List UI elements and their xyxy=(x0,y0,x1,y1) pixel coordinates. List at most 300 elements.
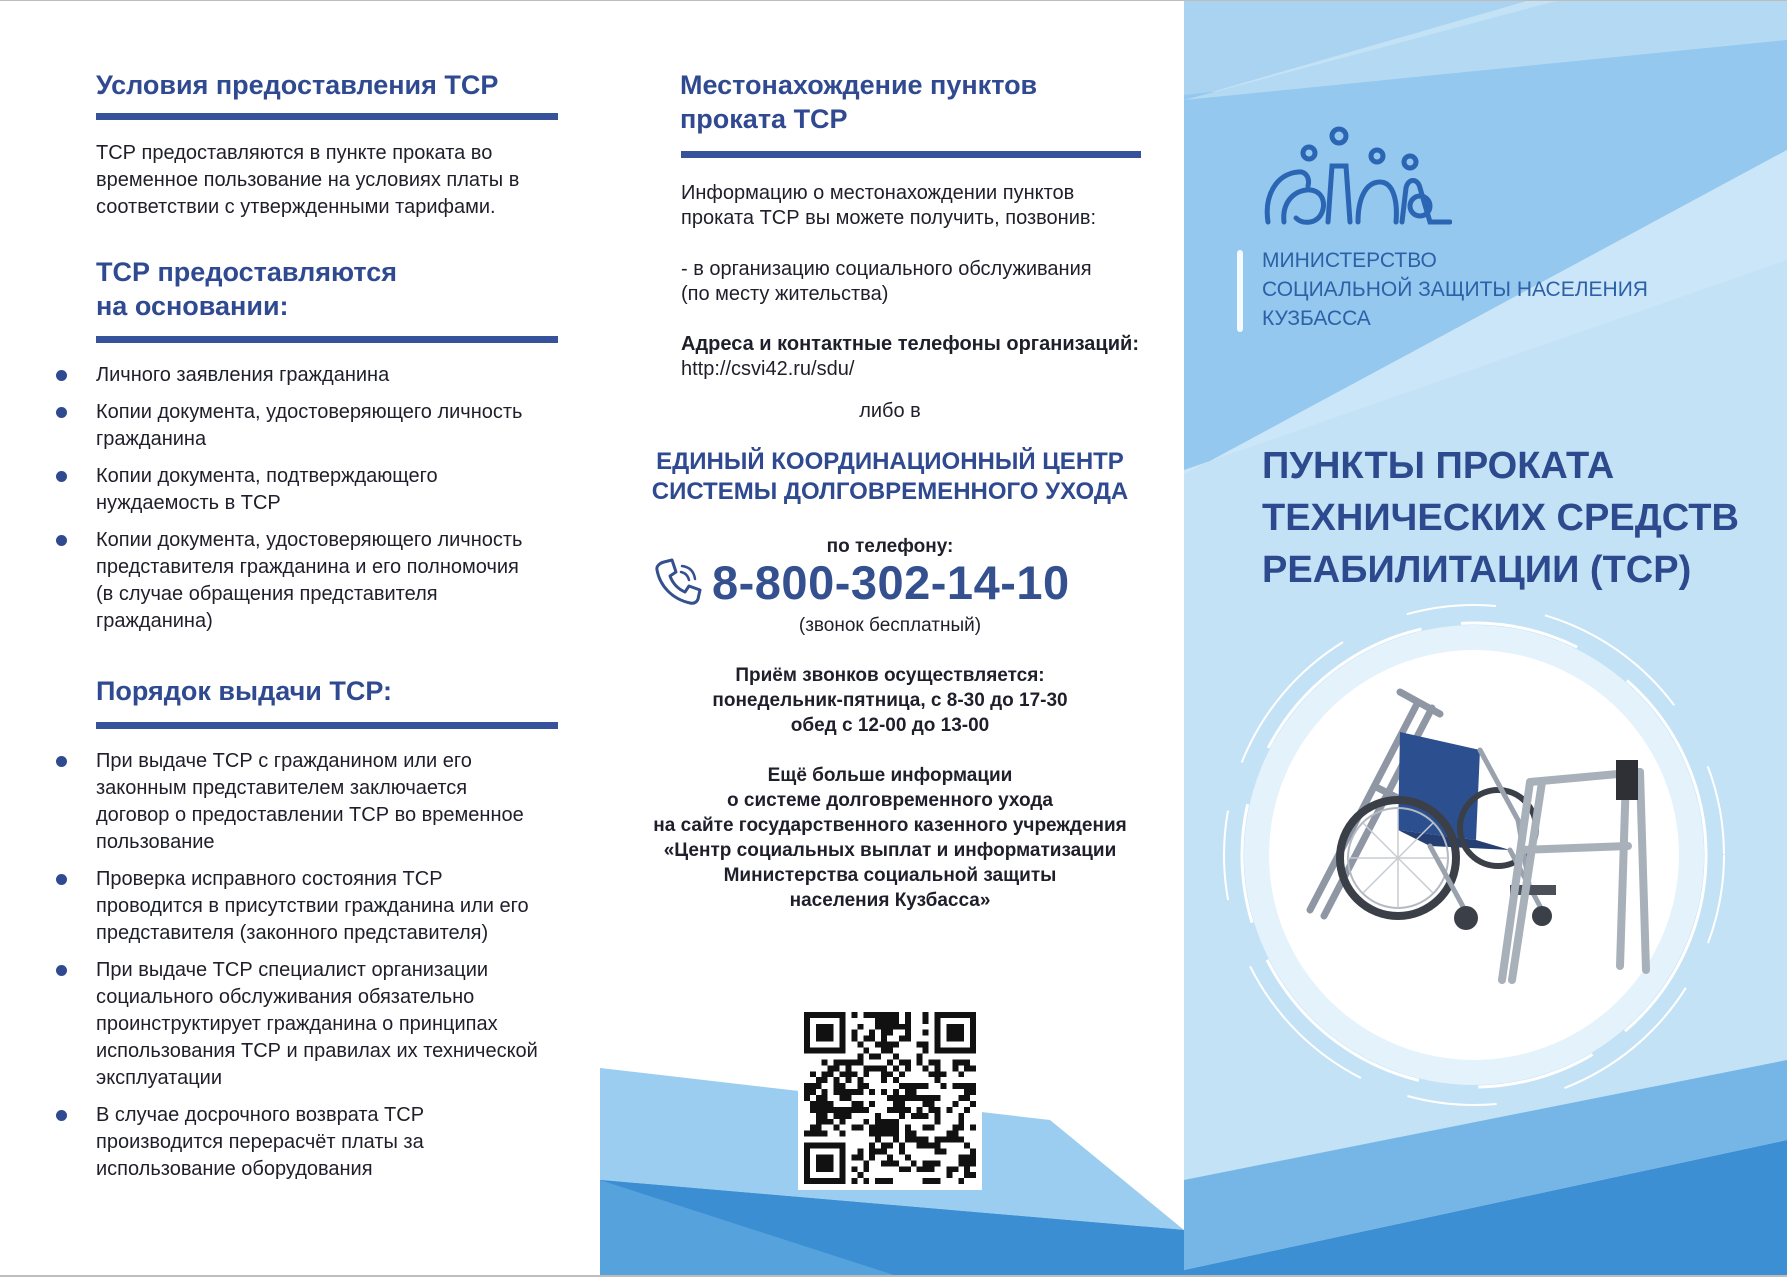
qr-module xyxy=(857,1053,863,1059)
qr-module xyxy=(804,1131,810,1137)
qr-module xyxy=(804,1036,810,1042)
qr-module xyxy=(863,1012,869,1018)
phone-number[interactable]: 8-800-302-14-10 xyxy=(712,556,1070,609)
qr-module xyxy=(887,1143,893,1149)
qr-module xyxy=(810,1101,816,1107)
qr-module xyxy=(935,1048,941,1054)
qr-module xyxy=(822,1077,828,1083)
title-line: ПУНКТЫ ПРОКАТА xyxy=(1262,445,1615,487)
qr-module xyxy=(964,1107,970,1113)
qr-module xyxy=(917,1083,923,1089)
bullet-dot xyxy=(56,1110,67,1121)
qr-module xyxy=(970,1154,976,1160)
qr-module xyxy=(899,1036,905,1042)
qr-module xyxy=(881,1030,887,1036)
item-line: представителя гражданина и его полномочия xyxy=(96,556,519,578)
qr-module xyxy=(911,1095,917,1101)
qr-module xyxy=(964,1160,970,1166)
qr-module xyxy=(935,1071,941,1077)
qr-module xyxy=(905,1137,911,1143)
qr-module xyxy=(917,1143,923,1149)
qr-module xyxy=(952,1131,958,1137)
qr-module xyxy=(970,1036,976,1042)
qr-module xyxy=(899,1143,905,1149)
address-link[interactable]: http://csvi42.ru/sdu/ xyxy=(681,358,855,380)
qr-module xyxy=(840,1148,846,1154)
qr-module xyxy=(822,1012,828,1018)
qr-module xyxy=(893,1024,899,1030)
qr-module xyxy=(828,1160,834,1166)
qr-module xyxy=(828,1048,834,1054)
qr-module xyxy=(905,1166,911,1172)
qr-module xyxy=(935,1107,941,1113)
qr-module xyxy=(887,1048,893,1054)
qr-module xyxy=(857,1107,863,1113)
qr-module xyxy=(958,1137,964,1143)
qr-module xyxy=(887,1059,893,1065)
text-line: о системе долговременного ухода xyxy=(727,790,1053,811)
location-org xyxy=(681,257,1151,307)
qr-module xyxy=(851,1107,857,1113)
qr-module xyxy=(923,1101,929,1107)
qr-module xyxy=(917,1053,923,1059)
qr-module xyxy=(887,1012,893,1018)
qr-module xyxy=(893,1053,899,1059)
qr-module xyxy=(964,1065,970,1071)
qr-module xyxy=(905,1107,911,1113)
qr-module xyxy=(857,1024,863,1030)
qr-module xyxy=(935,1024,941,1030)
qr-module xyxy=(822,1036,828,1042)
qr-module xyxy=(816,1024,822,1030)
qr-module xyxy=(840,1143,846,1149)
qr-module xyxy=(863,1048,869,1054)
qr-module xyxy=(851,1071,857,1077)
qr-module xyxy=(905,1059,911,1065)
qr-module xyxy=(964,1012,970,1018)
item-line: При выдаче ТСР специалист организации xyxy=(96,959,489,981)
qr-module xyxy=(822,1095,828,1101)
qr-module xyxy=(869,1089,875,1095)
qr-module xyxy=(911,1113,917,1119)
qr-module xyxy=(958,1059,964,1065)
qr-module xyxy=(899,1059,905,1065)
qr-module xyxy=(834,1077,840,1083)
qr-module xyxy=(923,1065,929,1071)
qr-module xyxy=(923,1095,929,1101)
qr-module xyxy=(952,1024,958,1030)
qr-module xyxy=(911,1160,917,1166)
qr-module xyxy=(822,1154,828,1160)
qr-module xyxy=(875,1018,881,1024)
qr-module xyxy=(834,1089,840,1095)
qr-module xyxy=(952,1083,958,1089)
qr-module xyxy=(905,1131,911,1137)
qr-module xyxy=(923,1160,929,1166)
qr-module xyxy=(881,1131,887,1137)
text-line: ТСР предоставляются в пункте проката во xyxy=(96,142,493,164)
qr-module xyxy=(840,1172,846,1178)
qr-module xyxy=(822,1030,828,1036)
qr-module xyxy=(940,1137,946,1143)
qr-module xyxy=(899,1148,905,1154)
qr-module xyxy=(923,1125,929,1131)
qr-module xyxy=(834,1048,840,1054)
qr-module xyxy=(816,1077,822,1083)
qr-module xyxy=(834,1065,840,1071)
call-hours xyxy=(640,663,1140,738)
item-line: Проверка исправного состояния ТСР xyxy=(96,868,443,890)
qr-module xyxy=(958,1113,964,1119)
qr-module xyxy=(863,1071,869,1077)
qr-module xyxy=(935,1143,941,1149)
qr-module xyxy=(964,1089,970,1095)
qr-module xyxy=(970,1030,976,1036)
qr-module xyxy=(964,1166,970,1172)
qr-module xyxy=(917,1095,923,1101)
bullet-dot xyxy=(56,471,67,482)
qr-module xyxy=(923,1166,929,1172)
qr-module xyxy=(893,1137,899,1143)
qr-module xyxy=(840,1178,846,1184)
qr-module xyxy=(857,1089,863,1095)
qr-module xyxy=(869,1012,875,1018)
qr-module xyxy=(964,1095,970,1101)
list-item xyxy=(96,866,582,947)
location-rule xyxy=(681,151,1141,158)
item-line: Копии документа, подтверждающего xyxy=(96,465,438,487)
item-line: проинструктирует гражданина о принципах xyxy=(96,1013,498,1035)
qr-module xyxy=(935,1178,941,1184)
item-line: гражданина xyxy=(96,428,207,450)
text-line: Министерства социальной защиты xyxy=(723,865,1057,886)
qr-module xyxy=(923,1018,929,1024)
qr-module xyxy=(810,1125,816,1131)
qr-module xyxy=(816,1012,822,1018)
qr-module xyxy=(840,1036,846,1042)
qr-module xyxy=(816,1095,822,1101)
qr-module xyxy=(923,1083,929,1089)
qr-module xyxy=(810,1107,816,1113)
list-item xyxy=(96,399,576,453)
qr-module xyxy=(804,1095,810,1101)
qr-module xyxy=(845,1059,851,1065)
item-line: нуждаемость в ТСР xyxy=(96,492,281,514)
qr-module xyxy=(917,1059,923,1065)
qr-module xyxy=(946,1107,952,1113)
qr-module xyxy=(869,1065,875,1071)
qr-module xyxy=(899,1101,905,1107)
qr-module xyxy=(887,1119,893,1125)
qr-module xyxy=(810,1178,816,1184)
qr-module xyxy=(840,1131,846,1137)
phone-icon xyxy=(652,556,704,608)
qr-code[interactable] xyxy=(798,1006,982,1190)
qr-module xyxy=(845,1095,851,1101)
qr-module xyxy=(917,1042,923,1048)
qr-module xyxy=(869,1036,875,1042)
qr-module xyxy=(952,1166,958,1172)
qr-module xyxy=(840,1059,846,1065)
text-line: временное пользование на условиях платы в xyxy=(96,169,520,191)
address-label: Адреса и контактные телефоны организаций: xyxy=(681,333,1139,355)
qr-module xyxy=(840,1089,846,1095)
qr-module xyxy=(816,1030,822,1036)
qr-module xyxy=(869,1125,875,1131)
qr-module xyxy=(887,1160,893,1166)
qr-module xyxy=(887,1178,893,1184)
qr-module xyxy=(958,1178,964,1184)
qr-module xyxy=(881,1089,887,1095)
ministry-line: МИНИСТЕРСТВО xyxy=(1262,249,1437,272)
qr-module xyxy=(929,1101,935,1107)
qr-module xyxy=(816,1113,822,1119)
bullet-dot xyxy=(56,874,67,885)
qr-module xyxy=(863,1065,869,1071)
qr-module xyxy=(816,1119,822,1125)
qr-module xyxy=(822,1178,828,1184)
qr-module xyxy=(857,1083,863,1089)
qr-module xyxy=(875,1012,881,1018)
qr-module xyxy=(935,1148,941,1154)
ministry-logo-icon xyxy=(1262,126,1452,230)
qr-module xyxy=(935,1042,941,1048)
section-conditions-rule xyxy=(96,113,558,120)
qr-module xyxy=(970,1148,976,1154)
qr-module xyxy=(810,1131,816,1137)
qr-module xyxy=(964,1083,970,1089)
qr-module xyxy=(851,1089,857,1095)
qr-module xyxy=(857,1077,863,1083)
qr-module xyxy=(875,1131,881,1137)
qr-module xyxy=(899,1166,905,1172)
qr-module xyxy=(869,1131,875,1137)
qr-module xyxy=(917,1137,923,1143)
qr-module xyxy=(952,1012,958,1018)
qr-module xyxy=(881,1119,887,1125)
text-line: «Центр социальных выплат и информатизации xyxy=(663,840,1117,861)
qr-module xyxy=(923,1012,929,1018)
item-line: Личного заявления гражданина xyxy=(96,364,390,386)
list-item xyxy=(96,463,576,517)
qr-module xyxy=(881,1036,887,1042)
bullet-dot xyxy=(56,407,67,418)
qr-module xyxy=(940,1083,946,1089)
location-intro xyxy=(681,181,1151,231)
qr-module xyxy=(887,1030,893,1036)
qr-module xyxy=(816,1101,822,1107)
section-conditions-text xyxy=(96,140,566,221)
qr-module xyxy=(893,1089,899,1095)
qr-module xyxy=(893,1077,899,1083)
item-line: При выдаче ТСР с гражданином или его xyxy=(96,750,472,772)
text-line: обед с 12-00 до 13-00 xyxy=(790,715,990,736)
ministry-accent-bar xyxy=(1237,250,1243,332)
qr-module xyxy=(970,1042,976,1048)
qr-module xyxy=(816,1107,822,1113)
qr-module xyxy=(828,1143,834,1149)
qr-module xyxy=(952,1030,958,1036)
qr-module xyxy=(935,1095,941,1101)
qr-module xyxy=(881,1178,887,1184)
qr-module xyxy=(887,1042,893,1048)
text-line: проката ТСР вы можете получить, позвонив: xyxy=(681,207,1097,229)
qr-module xyxy=(851,1012,857,1018)
qr-module xyxy=(899,1083,905,1089)
qr-module xyxy=(935,1119,941,1125)
qr-module xyxy=(893,1018,899,1024)
qr-module xyxy=(834,1113,840,1119)
qr-module xyxy=(851,1101,857,1107)
qr-module xyxy=(840,1030,846,1036)
qr-module xyxy=(840,1095,846,1101)
qr-module xyxy=(816,1083,822,1089)
qr-module xyxy=(840,1113,846,1119)
qr-module xyxy=(863,1166,869,1172)
text-line: населения Кузбасса» xyxy=(789,890,991,911)
qr-module xyxy=(923,1113,929,1119)
qr-module xyxy=(828,1071,834,1077)
qr-module xyxy=(899,1095,905,1101)
qr-module xyxy=(970,1089,976,1095)
section-basis-rule xyxy=(96,336,558,343)
item-line: законным представителем заключается xyxy=(96,777,468,799)
text-line: Информацию о местонахождении пунктов xyxy=(681,182,1075,204)
qr-module xyxy=(952,1065,958,1071)
qr-module xyxy=(946,1131,952,1137)
qr-module xyxy=(804,1166,810,1172)
qr-module xyxy=(822,1059,828,1065)
location-heading xyxy=(680,68,1037,136)
qr-module xyxy=(881,1048,887,1054)
qr-module xyxy=(863,1160,869,1166)
qr-module xyxy=(804,1160,810,1166)
qr-module xyxy=(911,1131,917,1137)
qr-module xyxy=(863,1036,869,1042)
heading-line: на основании: xyxy=(96,291,289,321)
qr-module xyxy=(828,1012,834,1018)
qr-module xyxy=(887,1018,893,1024)
qr-module xyxy=(851,1059,857,1065)
title-line: ЕДИНЫЙ КООРДИНАЦИОННЫЙ ЦЕНТР xyxy=(656,448,1124,475)
qr-module xyxy=(893,1131,899,1137)
qr-module xyxy=(875,1113,881,1119)
qr-module xyxy=(881,1143,887,1149)
qr-module xyxy=(816,1036,822,1042)
item-line: социального обслуживания обязательно xyxy=(96,986,475,1008)
qr-module xyxy=(929,1178,935,1184)
qr-module xyxy=(911,1137,917,1143)
qr-module xyxy=(881,1042,887,1048)
qr-module xyxy=(935,1018,941,1024)
qr-module xyxy=(810,1048,816,1054)
bullet-dot xyxy=(56,965,67,976)
qr-module xyxy=(869,1148,875,1154)
qr-module xyxy=(840,1018,846,1024)
qr-module xyxy=(952,1137,958,1143)
qr-module xyxy=(952,1125,958,1131)
item-line: представителя (законного представителя) xyxy=(96,922,489,944)
qr-module xyxy=(875,1119,881,1125)
qr-module xyxy=(970,1018,976,1024)
qr-module xyxy=(887,1024,893,1030)
brochure-title xyxy=(1262,440,1762,596)
qr-module xyxy=(804,1148,810,1154)
qr-module xyxy=(958,1071,964,1077)
qr-module xyxy=(834,1083,840,1089)
qr-module xyxy=(822,1024,828,1030)
qr-module xyxy=(834,1178,840,1184)
qr-module xyxy=(810,1083,816,1089)
qr-module xyxy=(875,1148,881,1154)
qr-module xyxy=(911,1089,917,1095)
qr-module xyxy=(952,1101,958,1107)
qr-module xyxy=(899,1107,905,1113)
qr-module xyxy=(887,1131,893,1137)
qr-module xyxy=(840,1071,846,1077)
list-item xyxy=(96,362,576,389)
frame-top-line xyxy=(0,0,1787,1)
qr-module xyxy=(946,1172,952,1178)
qr-module xyxy=(828,1036,834,1042)
qr-module xyxy=(840,1119,846,1125)
qr-module xyxy=(845,1113,851,1119)
qr-module xyxy=(923,1042,929,1048)
qr-module xyxy=(893,1065,899,1071)
qr-module xyxy=(929,1143,935,1149)
qr-module xyxy=(970,1101,976,1107)
qr-module xyxy=(893,1095,899,1101)
qr-module xyxy=(935,1065,941,1071)
qr-module xyxy=(804,1048,810,1054)
qr-module xyxy=(887,1071,893,1077)
qr-module xyxy=(845,1071,851,1077)
qr-module xyxy=(875,1042,881,1048)
qr-module xyxy=(917,1107,923,1113)
qr-module xyxy=(881,1018,887,1024)
qr-module xyxy=(958,1154,964,1160)
qr-module xyxy=(804,1143,810,1149)
qr-module xyxy=(851,1166,857,1172)
item-line: Копии документа, удостоверяющего личность xyxy=(96,401,523,423)
qr-module xyxy=(905,1065,911,1071)
qr-module xyxy=(828,1030,834,1036)
qr-module xyxy=(935,1137,941,1143)
qr-module xyxy=(840,1166,846,1172)
qr-module xyxy=(970,1125,976,1131)
qr-module xyxy=(822,1119,828,1125)
title-line: СИСТЕМЫ ДОЛГОВРЕМЕННОГО УХОДА xyxy=(651,478,1129,505)
item-line: производится перерасчёт платы за xyxy=(96,1131,424,1153)
section-procedure-heading: Порядок выдачи ТСР: xyxy=(96,676,392,706)
qr-module xyxy=(893,1042,899,1048)
qr-module xyxy=(887,1095,893,1101)
qr-module xyxy=(964,1059,970,1065)
qr-module xyxy=(905,1030,911,1036)
qr-module xyxy=(875,1053,881,1059)
qr-module xyxy=(816,1166,822,1172)
bullet-dot xyxy=(56,535,67,546)
qr-module xyxy=(828,1166,834,1172)
qr-module xyxy=(893,1119,899,1125)
qr-module xyxy=(929,1166,935,1172)
qr-module xyxy=(952,1059,958,1065)
qr-module xyxy=(851,1125,857,1131)
qr-module xyxy=(893,1107,899,1113)
qr-module xyxy=(935,1160,941,1166)
qr-module xyxy=(804,1154,810,1160)
qr-module xyxy=(834,1143,840,1149)
